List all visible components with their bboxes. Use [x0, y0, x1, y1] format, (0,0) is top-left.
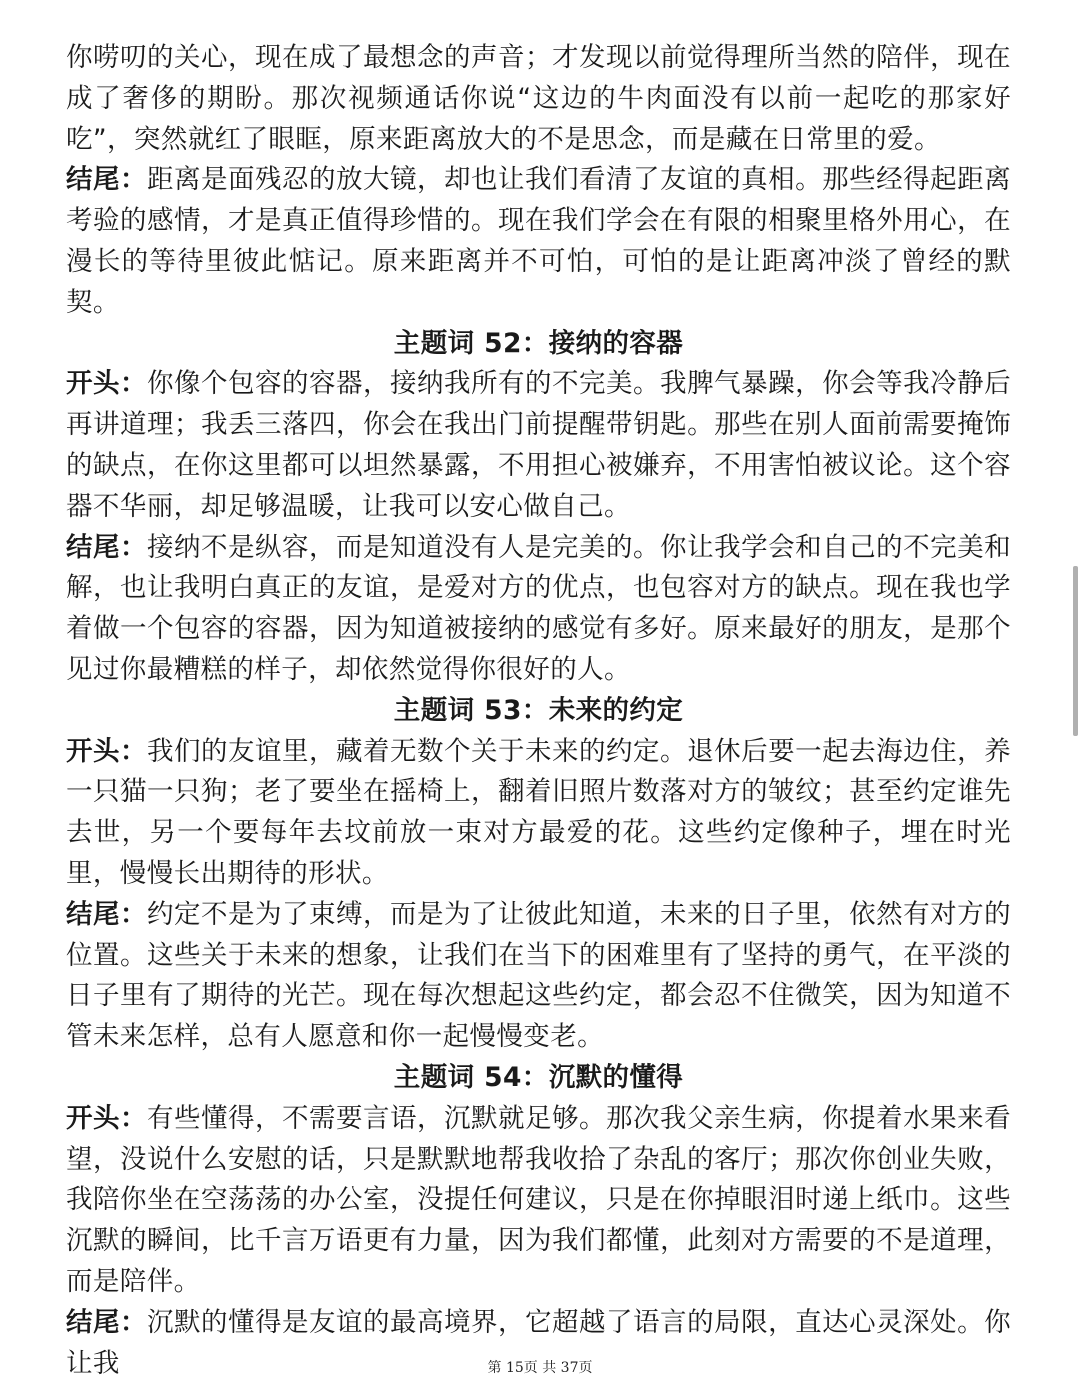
paragraph-text: 接纳不是纵容，而是知道没有人是完美的。你让我学会和自己的不完美和解，也让我明白真正的友谊，是爱对方的优点，也包容对方的缺点。现在我也学着做一个包容的容器，因为知道被接纳的感觉有多好。原来最好的朋友，是那个见过你最糟糕的样子，却依然觉得你很好的人。: [66, 531, 1011, 685]
paragraph-text: 沉默的懂得是友谊的最高境界，它超越了语言的局限，直达心灵深处。你让我: [66, 1306, 1011, 1379]
paragraph-label: 结尾：: [66, 898, 148, 930]
paragraph-text: 我们的友谊里，藏着无数个关于未来的约定。退休后要一起去海边住，养一只猫一只狗；老了要坐在摇椅上，翻着旧照片数落对方的皱纹；甚至约定谁先去世，另一个要每年去坟前放一束对方最爱的花。这些约定像种子，埋在时光里，慢慢长出期待的形状。: [66, 735, 1011, 889]
opening-paragraph: [66, 732, 1011, 895]
closing-paragraph: [66, 160, 1011, 323]
opening-paragraph: [66, 364, 1011, 527]
section-heading: 主题词 54：沉默的懂得: [393, 1061, 684, 1093]
opening-paragraph: [66, 1099, 1011, 1303]
paragraph-label: 结尾：: [66, 531, 148, 563]
document-body: [66, 38, 1011, 1384]
scrollbar-thumb[interactable]: [1073, 566, 1078, 736]
paragraph-label: 结尾：: [66, 164, 148, 196]
paragraph-label: 开头：: [66, 735, 148, 767]
section-heading: 主题词 52：接纳的容器: [393, 327, 684, 359]
paragraph-label: 开头：: [66, 368, 148, 400]
body-paragraph: [66, 38, 1011, 160]
page-footer: 第 15页 共 37页: [487, 1360, 593, 1376]
section-heading: 主题词 53：未来的约定: [393, 694, 684, 726]
closing-paragraph: [66, 528, 1011, 691]
paragraph-label: 开头：: [66, 1102, 148, 1134]
paragraph-text: 约定不是为了束缚，而是为了让彼此知道，未来的日子里，依然有对方的位置。这些关于未来的想象，让我们在当下的困难里有了坚持的勇气，在平淡的日子里有了期待的光芒。现在每次想起这些约定，都会忍不住微笑，因为知道不管未来怎样，总有人愿意和你一起慢慢变老。: [66, 898, 1011, 1053]
paragraph-text: 你像个包容的容器，接纳我所有的不完美。我脾气暴躁，你会等我冷静后再讲道理；我丢三落四，你会在我出门前提醒带钥匙。那些在别人面前需要掩饰的缺点，在你这里都可以坦然暴露，不用担心被嫌弃，不用害怕被议论。这个容器不华丽，却足够温暖，让我可以安心做自己。: [66, 368, 1011, 522]
paragraph-text: 你唠叨的关心，现在成了最想念的声音；才发现以前觉得理所当然的陪伴，现在成了奢侈的期盼。那次视频通话你说“这边的牛肉面没有以前一起吃的那家好吃”，突然就红了眼眶，原来距离放大的不是思念，而是藏在日常里的爱。: [66, 42, 1011, 155]
closing-paragraph: [66, 895, 1011, 1058]
paragraph-text: 距离是面残忍的放大镜，却也让我们看清了友谊的真相。那些经得起距离考验的感情，才是真正值得珍惜的。现在我们学会在有限的相聚里格外用心，在漫长的等待里彼此惦记。原来距离并不可怕，可怕的是让距离冲淡了曾经的默契。: [66, 164, 1011, 318]
paragraph-label: 结尾：: [66, 1306, 148, 1338]
paragraph-text: 有些懂得，不需要言语，沉默就足够。那次我父亲生病，你提着水果来看望，没说什么安慰的话，只是默默地帮我收拾了杂乱的客厅；那次你创业失败，我陪你坐在空荡荡的办公室，没提任何建议，只是在你掉眼泪时递上纸巾。这些沉默的瞬间，比千言万语更有力量，因为我们都懂，此刻对方需要的不是道理，而是陪伴。: [66, 1102, 1011, 1297]
